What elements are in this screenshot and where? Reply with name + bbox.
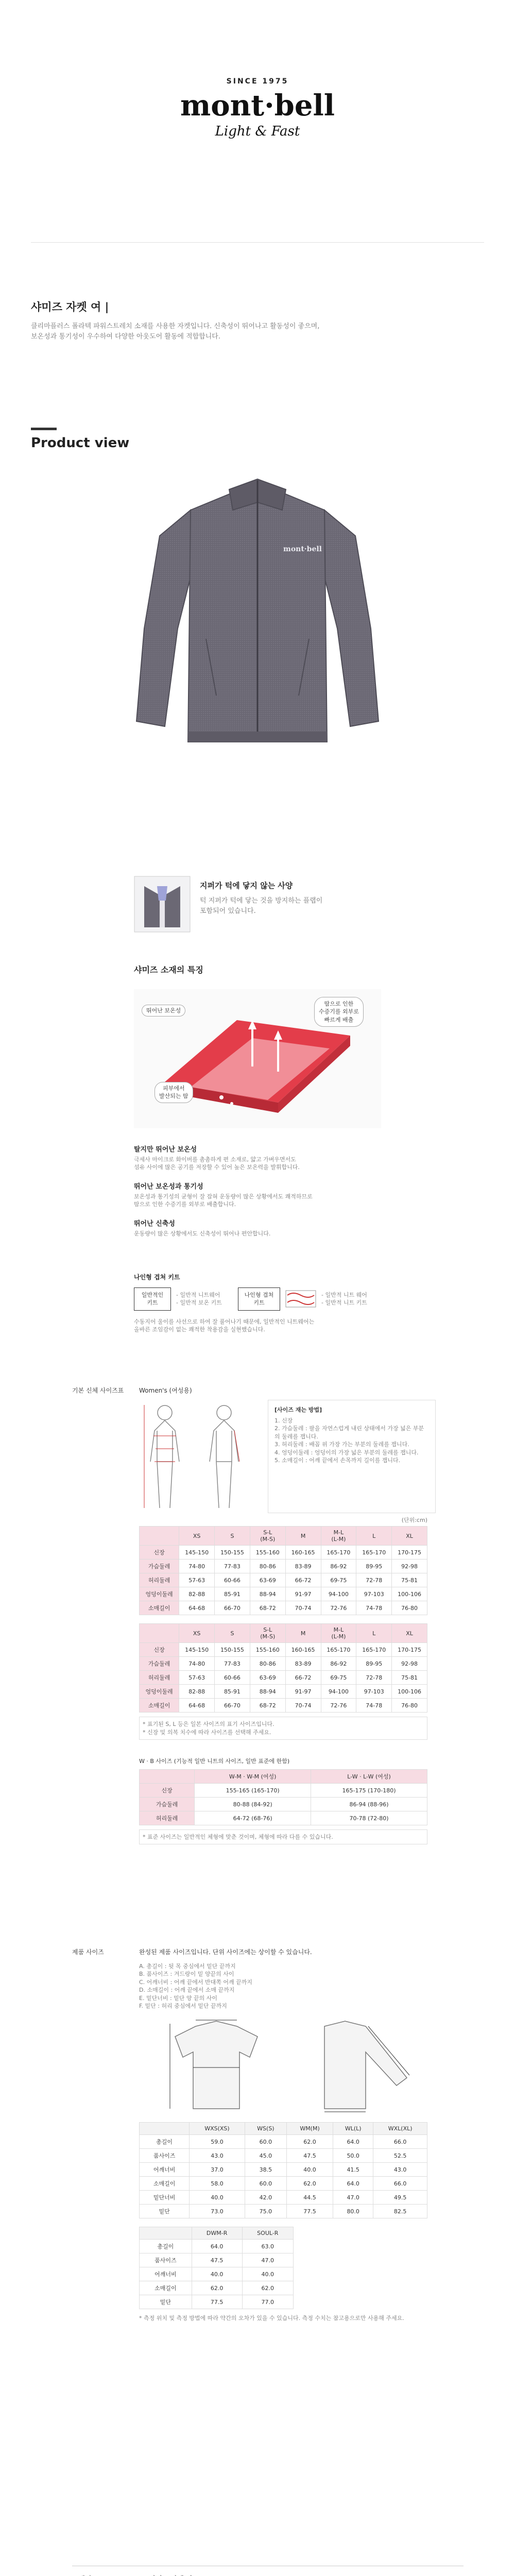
table-cell: 92-98 [392,1560,427,1573]
material-label-pocket: 땀으로 인한 수증기를 외부로 빠르게 배출 [314,997,364,1027]
table-cell: 160-165 [285,1546,321,1560]
spec-row [72,2566,464,2576]
table-cell: 엉덩이둘레 [140,1685,179,1699]
table-cell: 80-88 (84-92) [195,1798,311,1811]
table-cell: 품사이즈 [140,2253,192,2267]
table-cell: 74-80 [179,1657,215,1671]
table-header-cell: M [285,1527,321,1546]
table-cell: 40.0 [190,2191,245,2205]
table-cell: 73.0 [190,2205,245,2218]
material-point [134,1181,402,1209]
table-cell: 품사이즈 [140,2149,190,2163]
table-cell: 165-175 (170-180) [311,1784,427,1798]
table-cell: 165-170 [321,1546,356,1560]
table-cell: 86-92 [321,1657,356,1671]
table-cell: 155-160 [250,1643,285,1657]
table-cell: 소매길이 [140,1601,179,1615]
table-cell: 155-165 (165-170) [195,1784,311,1798]
table-cell: 47.0 [333,2191,373,2205]
table-header-cell: S [215,1624,250,1643]
size-table-1 [139,1526,427,1615]
table-header-cell [140,1527,179,1546]
table-header-cell: XS [179,1527,215,1546]
table-cell: 100-106 [392,1685,427,1699]
spec-value [149,2573,464,2576]
table-row [140,1657,427,1671]
table-cell: 85-91 [215,1685,250,1699]
table-cell: 77-83 [215,1657,250,1671]
table-cell: 허리둘레 [140,1671,179,1685]
table-cell: 75-81 [392,1573,427,1587]
table-cell: 69-75 [321,1671,356,1685]
table-header-cell: L [356,1527,392,1546]
table-cell: 총길이 [140,2135,190,2149]
table-cell: 88-94 [250,1685,285,1699]
table-header-cell: SOUL-R [242,2227,293,2240]
table-row [140,2135,427,2149]
table-header-cell: W-M · W-M (여성) [195,1770,311,1784]
table-cell: 100-106 [392,1587,427,1601]
product-desc-line: 클리마플러스 폴라텍 파워스트레치 소재를 사용한 자켓입니다. 신축성이 뛰어나고 활동성이 좋으며, [31,323,320,330]
table-cell: 41.5 [333,2163,373,2177]
table-row [140,2295,294,2309]
table-cell: 77.5 [192,2295,242,2309]
table-cell: 60-66 [215,1573,250,1587]
table-cell: 66.0 [373,2135,427,2149]
table-row [140,1643,427,1657]
table-cell: 68-72 [250,1601,285,1615]
product-size-line: B. 품사이즈 : 겨드랑이 밑 양끝의 사이 [139,1971,234,1978]
table-cell: 37.0 [190,2163,245,2177]
size-guide-section [72,1386,484,1740]
table-header-cell: DWM-R [192,2227,242,2240]
size-note-title: [사이즈 재는 방법] [274,1406,322,1413]
table-cell: 신장 [140,1784,195,1798]
table-cell: 허리둘레 [140,1811,195,1825]
table-cell: 47.0 [242,2253,293,2267]
jacket-image [129,474,386,752]
table-cell: 49.5 [373,2191,427,2205]
table-row [140,1546,427,1560]
table-cell: 74-80 [179,1560,215,1573]
table-row [140,1784,427,1798]
table-cell: 68-72 [250,1699,285,1713]
divider [31,242,484,243]
material-point-title: 뛰어난 보온성과 통기성 [134,1182,203,1191]
table-cell: 62.0 [287,2135,333,2149]
table-cell: 52.5 [373,2149,427,2163]
table-cell: 77.0 [242,2295,293,2309]
table-row [140,2267,294,2281]
layering-box: 일반적인 키트 [134,1287,171,1311]
table-cell: 85-91 [215,1587,250,1601]
table-header-cell [140,2227,192,2240]
material-section [134,963,391,975]
table-row [140,1811,427,1825]
material-point-text: 극세사 마이크로 화이버를 촘촘하게 편 소재로, 얇고 가벼우면서도 섬유 사이에 많은 공기를 저장할 수 있어 높은 보온력을 발휘합니다. [134,1156,300,1171]
spec-section [72,2566,464,2576]
table-cell: 97-103 [356,1685,392,1699]
table-cell: 160-165 [285,1643,321,1657]
table-cell: 72-78 [356,1671,392,1685]
spec-label [72,2573,149,2576]
wm-section [139,1757,427,1844]
table-cell: 83-89 [285,1560,321,1573]
table-cell: 165-170 [321,1643,356,1657]
wm-table [139,1769,427,1825]
table-cell: 59.0 [190,2135,245,2149]
table-cell: 82.5 [373,2205,427,2218]
brand-tagline: Light & Fast [215,124,300,139]
table-header-cell: S-L (M-S) [250,1527,285,1546]
table-cell: 145-150 [179,1546,215,1560]
table-cell: 80-86 [250,1657,285,1671]
table-cell: 40.0 [242,2267,293,2281]
table-cell: 60-66 [215,1671,250,1685]
table-cell: 47.5 [287,2149,333,2163]
table-cell: 66.0 [373,2177,427,2191]
table-cell: 74-78 [356,1601,392,1615]
table-cell: 63-69 [250,1671,285,1685]
product-view-section [31,428,484,451]
table-cell: 62.0 [242,2281,293,2295]
size-guide-label: 기본 신체 사이즈표 [72,1387,124,1394]
table-cell: 60.0 [245,2135,286,2149]
table-row [140,2240,294,2253]
table-cell: 43.0 [373,2163,427,2177]
table-cell: 88-94 [250,1587,285,1601]
zip-feature-title: 지퍼가 턱에 닿지 않는 사양 [200,881,293,890]
table-cell: 77.5 [287,2205,333,2218]
table-header-cell: WXS(XS) [190,2123,245,2135]
size-note: 5. 소매길이 : 어깨 끝에서 손목까지 길이를 잽니다. [274,1456,401,1464]
table-cell: 42.0 [245,2191,286,2205]
table-cell: 66-72 [285,1671,321,1685]
table-header-cell: XL [392,1624,427,1643]
table-cell: 64.0 [333,2135,373,2149]
table-header-cell: WM(M) [287,2123,333,2135]
table-header-cell: XL [392,1527,427,1546]
size-table-2 [139,1623,427,1713]
table-cell: 155-160 [250,1546,285,1560]
size-note: 2. 가슴둘레 : 팔을 자연스럽게 내린 상태에서 가장 넓은 부분의 둘레를 잽니다. [274,1425,424,1440]
layering-desc: 수동지어 울이를 사선으로 하여 잘 풀어나기 때문에, 일반적인 니트웨어는 올바른 조임감이 없는 쾌적한 착용감을 실현했습니다. [134,1318,315,1333]
product-intro [31,299,484,342]
table-row [140,2163,427,2177]
table-cell: 어깨너비 [140,2267,192,2281]
zip-feature-desc: 턱 지퍼가 턱에 닿는 것을 방지하는 플랩이 포함되어 있습니다. [200,897,323,916]
table-cell: 62.0 [287,2177,333,2191]
layering-heading: 나인형 겹쳐 키트 [134,1274,180,1281]
table-row [140,1685,427,1699]
table-cell: 43.0 [190,2149,245,2163]
product-size-footnote: * 측정 위치 및 측정 방법에 따라 약간의 오차가 있을 수 있습니다. 측정 수치는 참고용으로만 사용해 주세요. [139,2315,404,2322]
product-size-intro: 완성된 제품 사이즈입니다. 단위 사이즈에는 상이할 수 있습니다. [139,1948,312,1956]
table-cell: 63.0 [242,2240,293,2253]
table-cell: 64.0 [192,2240,242,2253]
table-cell: 86-94 (88-96) [311,1798,427,1811]
brand-logo: mont·bell [180,89,335,123]
product-size-table [139,2122,427,2218]
size-guide-women: Women's (여성용) [139,1387,192,1394]
table-cell: 165-170 [356,1643,392,1657]
product-size-table-2 [139,2227,294,2309]
table-cell: 145-150 [179,1643,215,1657]
material-heading: 샤미즈 소재의 특징 [134,965,203,975]
table-cell: 가슴둘레 [140,1560,179,1573]
table-cell: 165-170 [356,1546,392,1560]
table-cell: 70-74 [285,1699,321,1713]
table-cell: 64-72 (68-76) [195,1811,311,1825]
table-cell: 70-78 (72-80) [311,1811,427,1825]
product-size-line: D. 소매길이 : 어깨 끝에서 소매 끝까지 [139,1987,235,1994]
table-row [140,2205,427,2218]
table-cell: 94-100 [321,1685,356,1699]
table-row [140,2191,427,2205]
table-header-cell: M-L (L-M) [321,1624,356,1643]
product-size-label: 제품 사이즈 [72,1948,104,1956]
table-cell: 91-97 [285,1685,321,1699]
table-row [140,1671,427,1685]
size-note: 4. 엉덩이둘레 : 엉덩이의 가장 넓은 부분의 둘레를 잽니다. [274,1449,419,1456]
table-cell: 89-95 [356,1657,392,1671]
product-view-heading: Product view [31,435,130,451]
zip-feature [134,876,391,938]
table-header-cell: L-W · L-W (여성) [311,1770,427,1784]
product-title: 샤미즈 자켓 여 | [31,301,109,313]
table-row [140,1587,427,1601]
wm-footnote: * 표준 사이즈는 일반적인 체형에 맞춘 것이며, 체형에 따라 다를 수 있습니다. [139,1829,427,1844]
size-note: 1. 신장 [274,1417,293,1424]
table-cell: 89-95 [356,1560,392,1573]
material-points [134,1144,402,1238]
table-cell: 91-97 [285,1587,321,1601]
table-cell: 가슴둘레 [140,1798,195,1811]
table-cell: 72-76 [321,1699,356,1713]
table-cell: 63-69 [250,1573,285,1587]
table-row [140,1573,427,1587]
table-header-cell: WS(S) [245,2123,286,2135]
product-size-line: A. 총길이 : 뒷 목 중심에서 밑단 끝까지 [139,1963,236,1970]
svg-text:mont·bell: mont·bell [283,545,322,553]
material-point-text: 보온성과 통기성의 균형이 잘 잡혀 운동량이 많은 상황에서도 쾌적하므로 땀으로 인한 수증기를 외부로 배출합니다. [134,1193,313,1208]
table-row [140,1560,427,1573]
table-cell: 밑단너비 [140,2191,190,2205]
table-header-cell [140,2123,190,2135]
product-size-line: F. 밑단 : 허리 중심에서 밑단 끝까지 [139,2002,227,2009]
table-cell: 40.0 [287,2163,333,2177]
zip-guard-image [134,876,191,933]
table-header-cell: S [215,1527,250,1546]
table-cell: 83-89 [285,1657,321,1671]
product-size-line: C. 어깨너비 : 어깨 끝에서 반대쪽 어깨 끝까지 [139,1978,252,1986]
brand-header [0,77,515,139]
table-header-row [140,1624,427,1643]
table-cell: 150-155 [215,1643,250,1657]
product-desc-line: 보온성과 통기성이 우수하여 다양한 아웃도어 활동에 적합합니다. [31,333,220,341]
table-cell: 소매길이 [140,2177,190,2191]
fabric-weave-icon [285,1290,316,1308]
table-header-cell: WXL(XL) [373,2123,427,2135]
table-header-cell: M-L (L-M) [321,1527,356,1546]
table-header-row [140,1770,427,1784]
table-cell: 신장 [140,1643,179,1657]
table-cell: 38.5 [245,2163,286,2177]
material-point [134,1144,402,1172]
table-header-row [140,2123,427,2135]
table-cell: 80-86 [250,1560,285,1573]
table-cell: 58.0 [190,2177,245,2191]
table-cell: 86-92 [321,1560,356,1573]
table-cell: 64-68 [179,1601,215,1615]
table-row [140,1699,427,1713]
material-label-inner: 피부에서 발산되는 땀 [154,1082,193,1103]
table-cell: 150-155 [215,1546,250,1560]
material-point-text: 운동량이 많은 상황에서도 신축성이 뛰어나 편안합니다. [134,1230,271,1237]
product-size-section [72,1947,484,2323]
table-cell: 44.5 [287,2191,333,2205]
table-cell: 72-78 [356,1573,392,1587]
table-cell: 소매길이 [140,1699,179,1713]
material-point [134,1218,402,1238]
size-table-footnote: * 표기된 S, L 등은 일본 사이즈의 표기 사이즈입니다. * 신장 및 의복 치수에 따라 사이즈를 선택해 주세요. [139,1717,427,1740]
table-cell: 94-100 [321,1587,356,1601]
table-cell: 80.0 [333,2205,373,2218]
table-cell: 57-63 [179,1573,215,1587]
layering-box: 나인형 겹쳐 키트 [238,1287,280,1311]
body-measure-figure [139,1400,258,1513]
table-cell: 75.0 [245,2205,286,2218]
table-cell: 60.0 [245,2177,286,2191]
layering-note: - 일반적 니트 웨어 - 일반적 니트 키트 [321,1292,367,1307]
table-row [140,2281,294,2295]
table-row [140,2177,427,2191]
table-cell: 신장 [140,1546,179,1560]
table-cell: 가슴둘레 [140,1657,179,1671]
size-note: 3. 허리둘레 : 배꼽 위 가장 가는 부분의 둘레를 잽니다. [274,1441,409,1448]
table-cell: 70-74 [285,1601,321,1615]
table-cell: 엉덩이둘레 [140,1587,179,1601]
table-header-row [140,2227,294,2240]
garment-measure-diagram [139,2016,427,2114]
table-cell: 74-78 [356,1699,392,1713]
table-cell: 45.0 [245,2149,286,2163]
material-point-title: 뛰어난 신축성 [134,1219,175,1228]
table-row [140,2253,294,2267]
material-label-outer: 뛰어난 보온성 [142,1005,185,1016]
table-row [140,1798,427,1811]
table-cell: 어깨너비 [140,2163,190,2177]
table-cell: 밑단 [140,2205,190,2218]
wm-label: W · B 사이즈 (기능적 일반 니트의 사이즈, 일반 표준에 한함) [139,1758,290,1765]
size-unit: (단위:cm) [401,1517,427,1523]
table-header-row [140,1527,427,1546]
table-cell: 64-68 [179,1699,215,1713]
table-cell: 50.0 [333,2149,373,2163]
table-cell: 75-81 [392,1671,427,1685]
table-cell: 소매길이 [140,2281,192,2295]
table-cell: 밑단 [140,2295,192,2309]
table-cell: 66-70 [215,1601,250,1615]
table-cell: 76-80 [392,1601,427,1615]
table-cell: 57-63 [179,1671,215,1685]
table-cell: 69-75 [321,1573,356,1587]
table-cell: 66-72 [285,1573,321,1587]
table-header-cell: L [356,1624,392,1643]
table-header-cell [140,1624,179,1643]
table-cell: 64.0 [333,2177,373,2191]
table-header-cell: M [285,1624,321,1643]
table-cell: 76-80 [392,1699,427,1713]
table-cell: 170-175 [392,1546,427,1560]
table-header-cell [140,1770,195,1784]
material-point-title: 탈지만 뛰어난 보온성 [134,1146,197,1154]
table-cell: 62.0 [192,2281,242,2295]
layering-note: - 일반적 니트웨어 - 일반적 보온 키트 [176,1292,222,1307]
table-row [140,1601,427,1615]
table-cell: 66-70 [215,1699,250,1713]
brand-since: SINCE 1975 [226,77,289,86]
table-cell: 97-103 [356,1587,392,1601]
table-cell: 총길이 [140,2240,192,2253]
table-cell: 72-76 [321,1601,356,1615]
table-cell: 170-175 [392,1643,427,1657]
table-header-cell: S-L (M-S) [250,1624,285,1643]
heading-bar [31,428,57,430]
table-cell: 47.5 [192,2253,242,2267]
table-cell: 77-83 [215,1560,250,1573]
layering-section [134,1273,402,1334]
table-cell: 92-98 [392,1657,427,1671]
table-header-cell: WL(L) [333,2123,373,2135]
table-cell: 82-88 [179,1685,215,1699]
table-row [140,2149,427,2163]
table-header-cell: XS [179,1624,215,1643]
table-cell: 40.0 [192,2267,242,2281]
table-cell: 82-88 [179,1587,215,1601]
product-size-line: E. 밑단너비 : 밑단 양 끝의 사이 [139,1994,218,2002]
table-cell: 허리둘레 [140,1573,179,1587]
